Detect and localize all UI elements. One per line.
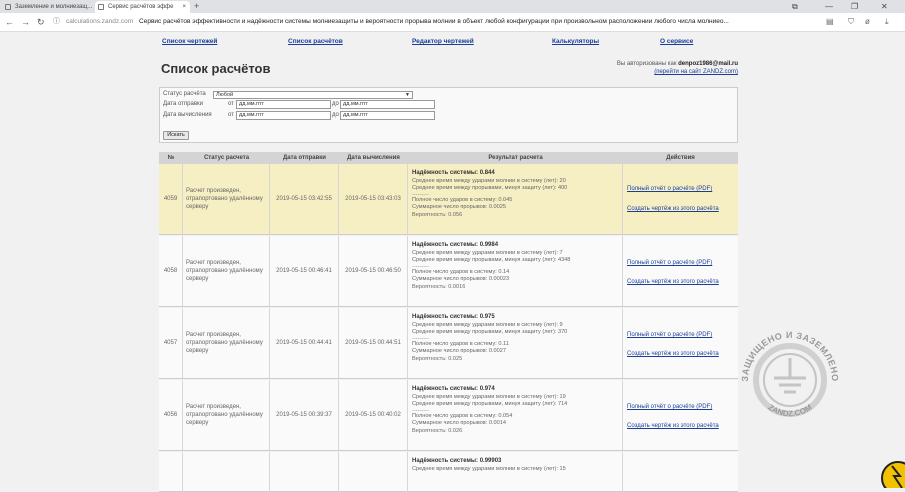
- watermark-bottom-text: ZANDZ.COM: [766, 402, 814, 419]
- menu-editor-link[interactable]: Редактор чертежей: [412, 38, 474, 45]
- maximize-icon[interactable]: ❐: [851, 2, 859, 11]
- header-num: №: [167, 155, 175, 161]
- page-title: Список расчётов: [161, 61, 271, 76]
- result-probability: Вероятность: 0.026: [412, 427, 463, 434]
- table-row: [159, 164, 738, 235]
- status-label: Статус расчёта: [163, 91, 206, 97]
- address-bar: [0, 13, 905, 32]
- pdf-report-link[interactable]: Полный отчёт о расчёте (PDF): [627, 404, 713, 410]
- result-probability: Вероятность: 0.0016: [412, 283, 466, 290]
- row-num: 4056: [159, 380, 183, 450]
- result-total-breaks: Суммарное число прорывов: 0.0027: [412, 348, 506, 355]
- row-result: [408, 452, 623, 492]
- create-drawing-link[interactable]: Создать чертёж из этого расчёта: [627, 423, 719, 429]
- url-field[interactable]: [66, 17, 786, 27]
- row-calc-date: 2019-05-15 00:40:02: [339, 380, 408, 450]
- date-placeholder: дд.мм.гггг: [343, 101, 369, 107]
- result-total-breaks: Суммарное число прорывов: 0.0014: [412, 420, 506, 427]
- bookmark-icon[interactable]: ▤: [826, 17, 834, 26]
- lightning-logo-icon: [878, 458, 905, 488]
- create-drawing-link[interactable]: Создать чертёж из этого расчёта: [627, 279, 719, 285]
- chevron-down-icon: ▼: [405, 92, 410, 98]
- menu-calculators-link[interactable]: Калькуляторы: [552, 38, 600, 45]
- calc-label: Дата вычисления: [163, 112, 212, 118]
- browser-tab-bar: [0, 0, 905, 13]
- shield-icon[interactable]: ⛉: [848, 17, 854, 26]
- new-tab-icon[interactable]: +: [194, 1, 200, 11]
- sent-label: Дата отправки: [163, 101, 203, 107]
- header-calc: Дата вычисления: [347, 155, 400, 161]
- row-result: [408, 380, 623, 450]
- header-status: Статус расчета: [203, 155, 250, 161]
- page-icon: [5, 4, 11, 10]
- table-row: [159, 236, 738, 307]
- result-separator: ---------: [412, 335, 429, 342]
- auth-info: [560, 60, 738, 76]
- filter-panel: [159, 87, 738, 143]
- result-total: Полное число ударов в систему: 0.14: [412, 268, 510, 275]
- result-avg-time: Среднее время между ударами молнии в систему (лет): 7: [412, 249, 563, 256]
- menu-calculations-link[interactable]: Список расчётов: [288, 38, 343, 45]
- row-actions: [623, 308, 738, 378]
- date-placeholder: дд.мм.гггг: [239, 101, 265, 107]
- result-avg-time: Среднее время между ударами молнии в систему (лет): 15: [412, 465, 566, 472]
- window-close-icon[interactable]: ✕: [881, 2, 888, 11]
- info-icon[interactable]: ⓘ: [53, 18, 60, 25]
- url-host: calculations.zandz.com: [66, 18, 134, 25]
- row-status: Расчет произведен, отрапортовано удалённому серверу: [183, 380, 270, 450]
- watermark-top-text: ЗАЩИЩЕНО И ЗАЗЕМЛЕНО: [739, 329, 841, 382]
- result-probability: Вероятность: 0.025: [412, 355, 463, 362]
- svg-text:ZANDZ.COM: [766, 402, 813, 418]
- create-drawing-link[interactable]: Создать чертёж из этого расчёта: [627, 351, 719, 357]
- row-calc-date: 2019-05-15 00:44:51: [339, 308, 408, 378]
- row-actions: [623, 452, 738, 492]
- pdf-report-link[interactable]: Полный отчёт о расчёте (PDF): [627, 332, 713, 338]
- result-avg-time: Среднее время между ударами молнии в систему (лет): 9: [412, 321, 563, 328]
- zandz-watermark: [734, 308, 846, 448]
- search-button[interactable]: Искать: [163, 131, 189, 140]
- date-placeholder: дд.мм.гггг: [343, 112, 369, 118]
- result-avg-break: Среднее время между прорывами, минуя защиту (лет): 4348: [412, 257, 571, 264]
- status-select[interactable]: [213, 91, 413, 99]
- row-sent-date: 2019-05-15 00:46:41: [270, 236, 339, 306]
- result-avg-break: Среднее время между прорывами, минуя защиту (лет): 370: [412, 329, 568, 336]
- close-icon[interactable]: ×: [182, 4, 186, 10]
- row-result: [408, 236, 623, 306]
- result-avg-time: Среднее время между ударами молнии в систему (лет): 20: [412, 177, 566, 184]
- auth-text: Вы авторизованы как: [616, 61, 677, 67]
- calc-to-label: до: [332, 112, 339, 118]
- download-icon[interactable]: ⤓: [885, 17, 889, 26]
- extension-icon[interactable]: ø: [865, 17, 870, 26]
- result-total-breaks: Суммарное число прорывов: 0.0025: [412, 204, 506, 211]
- table-row: [159, 380, 738, 451]
- sent-to-label: до: [332, 101, 339, 107]
- forward-icon[interactable]: →: [21, 17, 30, 27]
- row-sent-date: 2019-05-15 00:39:37: [270, 380, 339, 450]
- result-separator: ---------: [412, 191, 429, 198]
- menu-drawings-link[interactable]: Список чертежей: [162, 38, 218, 45]
- site-link[interactable]: (перейти на сайт ZANDZ.com): [654, 69, 738, 75]
- header-actions: Действия: [666, 155, 695, 161]
- status-select-value: Любой: [216, 92, 234, 98]
- browser-tab-1[interactable]: [2, 1, 92, 13]
- row-status: Расчет произведен, отрапортовано удалённому серверу: [183, 164, 270, 234]
- browser-tab-2[interactable]: [95, 1, 190, 13]
- tab-label: Заземление и молниезащ...: [15, 4, 92, 10]
- table-header: [159, 152, 738, 164]
- result-separator: ---------: [412, 263, 429, 270]
- minimize-icon[interactable]: —: [825, 2, 833, 11]
- sent-to-input[interactable]: [340, 100, 435, 109]
- date-placeholder: дд.мм.гггг: [239, 112, 265, 118]
- row-num: 4057: [159, 308, 183, 378]
- row-status: [183, 452, 270, 492]
- row-num: 4059: [159, 164, 183, 234]
- page-icon: [98, 4, 104, 10]
- row-result: [408, 308, 623, 378]
- result-total: Полное число ударов в систему: 0.045: [412, 196, 513, 203]
- result-total-breaks: Суммарное число прорывов: 0.00023: [412, 276, 510, 283]
- row-actions: [623, 236, 738, 306]
- calc-to-input[interactable]: [340, 111, 435, 120]
- row-actions: [623, 380, 738, 450]
- result-avg-break: Среднее время между прорывами, минуя защиту (лет): 400: [412, 185, 568, 192]
- row-num: [159, 452, 183, 492]
- row-sent-date: 2019-05-15 03:42:55: [270, 164, 339, 234]
- result-reliability: Надёжность системы: 0.9984: [412, 242, 499, 248]
- result-avg-break: Среднее время между прорывами, минуя защиту (лет): 714: [412, 401, 568, 408]
- row-status: Расчет произведен, отрапортовано удалённому серверу: [183, 236, 270, 306]
- sent-from-label: от: [228, 101, 234, 107]
- reload-icon[interactable]: ↻: [37, 17, 45, 27]
- result-total: Полное число ударов в систему: 0.054: [412, 412, 513, 419]
- result-separator: ---------: [412, 407, 429, 414]
- row-sent-date: 2019-05-15 00:44:41: [270, 308, 339, 378]
- row-result: [408, 164, 623, 234]
- header-sent: Дата отправки: [282, 155, 326, 161]
- auth-user: denpoz1986@mail.ru: [678, 61, 738, 67]
- create-drawing-link[interactable]: Создать чертёж из этого расчёта: [627, 206, 719, 212]
- url-page-title: Сервис расчётов эффективности и надёжности системы молниезащиты и вероятности прорыва молнии в объект любой конфигурации при произвольном расположении любого числа молниео...: [139, 18, 729, 25]
- calc-from-input[interactable]: [236, 111, 331, 120]
- row-calc-date: 2019-05-15 00:46:50: [339, 236, 408, 306]
- pdf-report-link[interactable]: Полный отчёт о расчёте (PDF): [627, 186, 713, 192]
- row-num: 4058: [159, 236, 183, 306]
- row-calc-date: 2019-05-15 03:43:03: [339, 164, 408, 234]
- result-reliability: Надёжность системы: 0.99903: [412, 458, 502, 464]
- row-calc-date: [339, 452, 408, 492]
- table-row: [159, 452, 738, 492]
- pdf-report-link[interactable]: Полный отчёт о расчёте (PDF): [627, 260, 713, 266]
- menu-about-link[interactable]: О сервисе: [660, 38, 694, 45]
- result-total: Полное число ударов в систему: 0.11: [412, 340, 509, 347]
- sent-from-input[interactable]: [236, 100, 331, 109]
- result-avg-time: Среднее время между ударами молнии в систему (лет): 19: [412, 393, 566, 400]
- row-actions: [623, 164, 738, 234]
- tab-label: Сервис расчётов эффе: [108, 4, 174, 10]
- result-reliability: Надёжность системы: 0.844: [412, 170, 495, 176]
- result-probability: Вероятность: 0.056: [412, 211, 463, 218]
- header-result: Результат расчета: [488, 155, 543, 161]
- back-icon[interactable]: ←: [5, 17, 14, 27]
- result-reliability: Надёжность системы: 0.975: [412, 314, 495, 320]
- row-sent-date: [270, 452, 339, 492]
- result-reliability: Надёжность системы: 0.974: [412, 386, 495, 392]
- calc-from-label: от: [228, 112, 234, 118]
- table-row: [159, 308, 738, 379]
- tab-search-icon[interactable]: ⧉: [792, 2, 798, 11]
- row-status: Расчет произведен, отрапортовано удалённому серверу: [183, 308, 270, 378]
